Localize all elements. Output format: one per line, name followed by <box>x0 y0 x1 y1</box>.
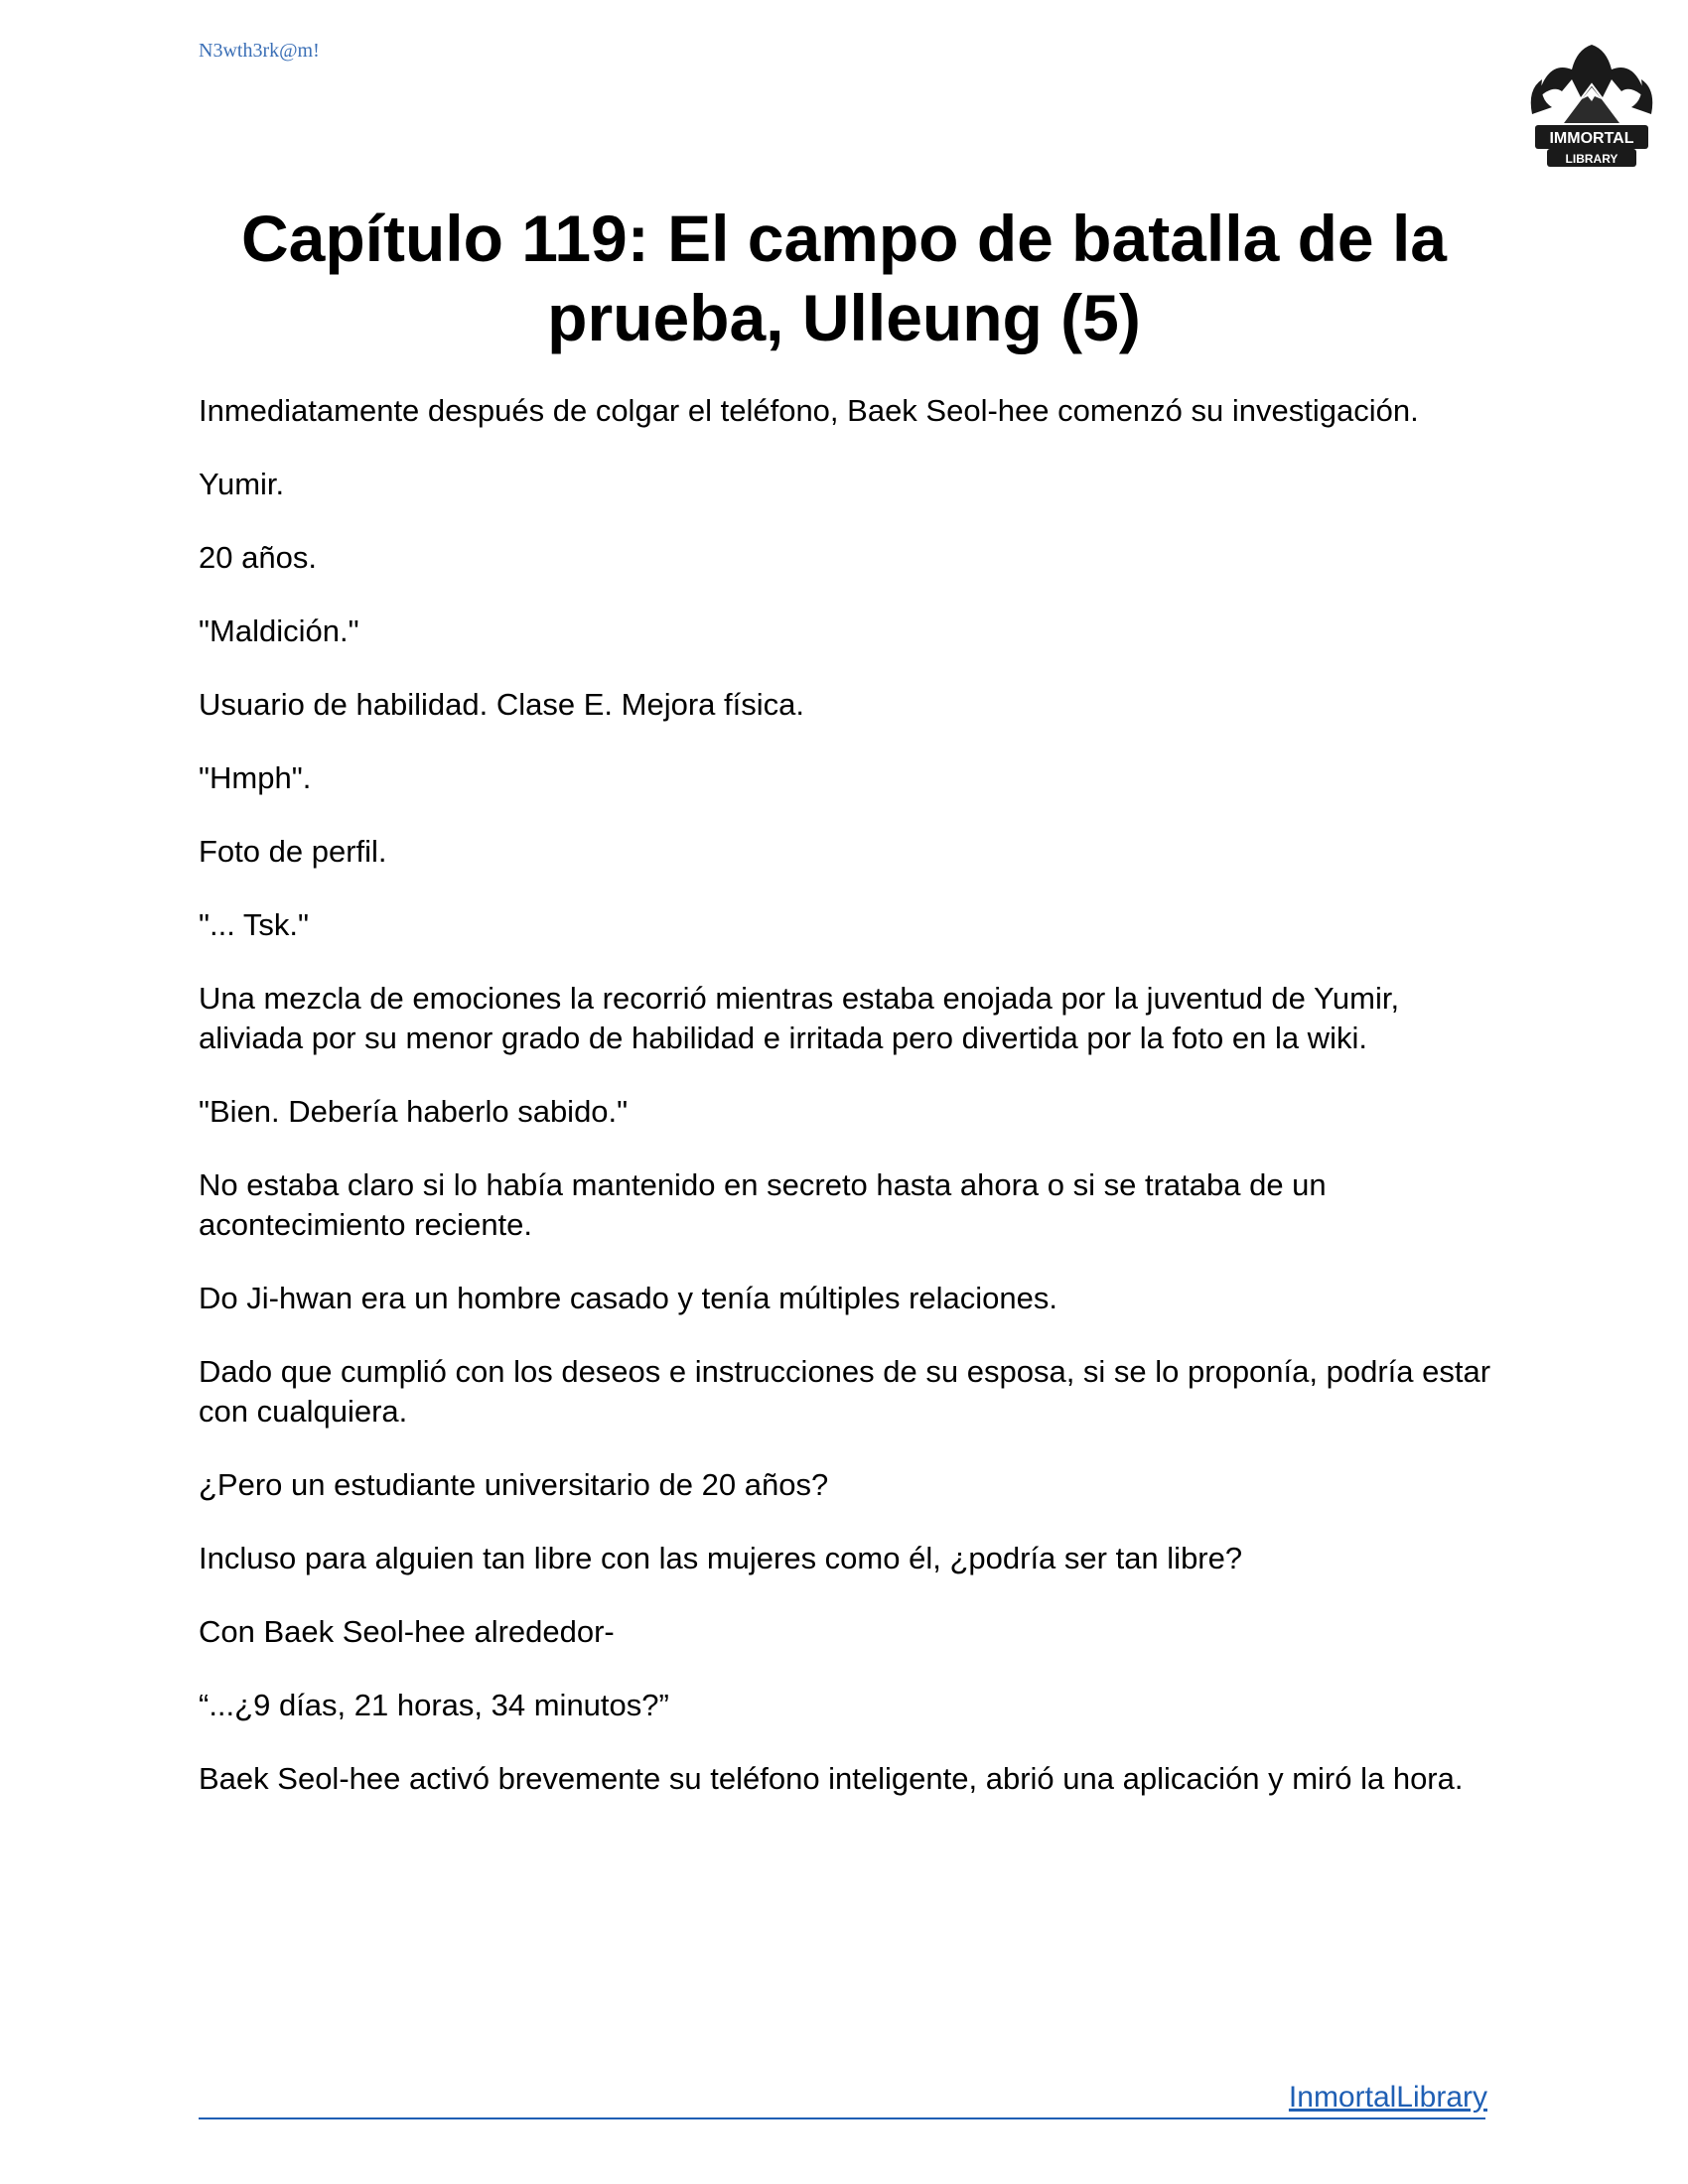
paragraph: "Hmph". <box>199 760 312 795</box>
watermark-text: N3wth3rk@m! <box>199 40 320 62</box>
paragraph: ¿Pero un estudiante universitario de 20 años? <box>199 1467 829 1502</box>
paragraph: Foto de perfil. <box>199 834 387 869</box>
paragraph: Incluso para alguien tan libre con las mujeres como él, ¿podría ser tan libre? <box>199 1541 1243 1575</box>
paragraph: Do Ji-hwan era un hombre casado y tenía múltiples relaciones. <box>199 1281 1058 1315</box>
paragraph: No estaba claro si lo había mantenido en secreto hasta ahora o si se trataba de un acontecimiento reciente. <box>199 1167 1327 1242</box>
paragraph: Usuario de habilidad. Clase E. Mejora física. <box>199 687 804 722</box>
paragraph: Baek Seol-hee activó brevemente su teléfono inteligente, abrió una aplicación y miró la hora. <box>199 1761 1464 1796</box>
paragraph: "... Tsk." <box>199 907 310 942</box>
paragraph: “...¿9 días, 21 horas, 34 minutos?” <box>199 1688 669 1722</box>
paragraph: Yumir. <box>199 467 285 501</box>
logo-text-bottom: LIBRARY <box>1565 152 1618 166</box>
paragraph: "Maldición." <box>199 614 359 648</box>
paragraph: 20 años. <box>199 540 317 575</box>
paragraph: Con Baek Seol-hee alrededor- <box>199 1614 615 1649</box>
paragraph: "Bien. Debería haberlo sabido." <box>199 1094 629 1129</box>
immortal-library-logo <box>1517 30 1666 179</box>
chapter-title: Capítulo 119: El campo de batalla de la prueba, Ulleung (5) <box>240 202 1448 354</box>
paragraph: Inmediatamente después de colgar el teléfono, Baek Seol-hee comenzó su investigación. <box>199 393 1419 428</box>
paragraph: Dado que cumplió con los deseos e instrucciones de su esposa, si se lo proponía, podría estar con cualquiera. <box>199 1354 1491 1429</box>
paragraph: Una mezcla de emociones la recorrió mientras estaba enojada por la juventud de Yumir, aliviada por su menor grado de habilidad e irritada pero divertida por la foto en la wiki. <box>199 981 1400 1055</box>
footer-divider <box>199 2117 1485 2119</box>
chapter-body <box>199 391 1499 1833</box>
logo-text-top: IMMORTAL <box>1549 130 1634 147</box>
footer-link[interactable]: InmortalLibrary <box>1288 2081 1487 2114</box>
